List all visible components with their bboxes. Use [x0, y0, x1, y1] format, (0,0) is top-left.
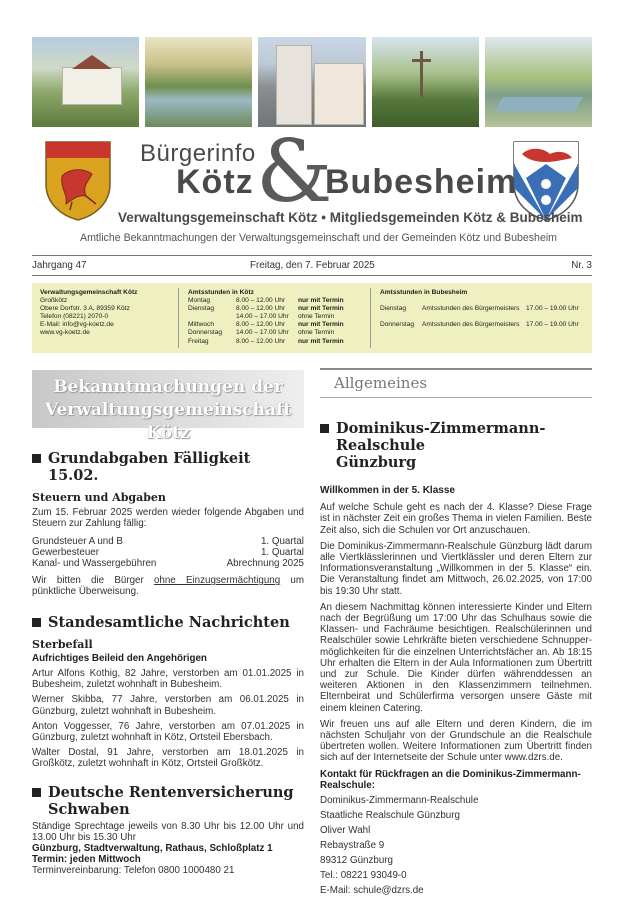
box-divider — [370, 288, 371, 348]
school-paragraph: An diesem Nachmittag können interessierte Kinder und Eltern nach der Begrüßung um 17:00 Uhr das Schulhaus sowie die Klassen- und Fachräume besichtigen. Realschülerinnen und Realschüler sowie Lehrkräfte bieten verschiedene Schnuppermöglichkeiten für die einzelnen Unterrichtsfächer an. Ab 18:15 Uhr erhalten die Eltern in der Aula Informationen zum Übertritt und zur Schule. Die Kinder dürfen währenddessen an weiteren Aktionen in den Klassenzimmern teilnehmen. Elternbeirat und Schülerfirma versorgen unsere Gäste mit einem kleinen Catering. — [320, 601, 592, 714]
left-column — [32, 450, 304, 877]
issue-rule-bottom — [32, 275, 592, 276]
hours-row: Freitag 8.00 – 12.00 Uhr nur mit Termin — [188, 337, 344, 345]
masthead-town-koetz: Kötz — [176, 163, 254, 201]
vg-contact-line: Obere Dorfstr. 3 A, 89359 Kötz — [40, 305, 130, 313]
koetz-hours-title: Amtsstunden in Kötz — [188, 289, 254, 296]
contact-line: Staatliche Realschule Günzburg — [320, 810, 460, 822]
vg-announcements-banner — [32, 370, 304, 443]
death-notice: Artur Alfons Kothig, 82 Jahre, verstorben am 01.01.2025 in Bubesheim, zuletzt wohnhaft in Bubesheim. — [32, 668, 304, 691]
contact-line: Rebaystraße 9 — [320, 840, 385, 852]
no-direct-debit-link: ohne Einzugsermächtigung — [153, 575, 281, 587]
photo-stream — [485, 37, 592, 127]
issue-rule-top — [32, 255, 592, 256]
death-notice: Anton Voggesser, 76 Jahre, verstorben am 07.01.2025 in Günzburg, zuletzt wohnhaft in Kötz, Ortsteil Ebersbach. — [32, 720, 304, 744]
hours-row: Mittwoch 8.00 – 12.00 Uhr nur mit Termin — [188, 321, 344, 329]
rente-phone: Terminvereinbarung: Telefon 0800 1000480 21 — [32, 865, 235, 877]
hours-row: Dienstag 8.00 – 12.00 Uhr nur mit Termin — [188, 305, 344, 313]
issue-date: Freitag, den 7. Februar 2025 — [250, 260, 375, 271]
photo-rathaus — [258, 37, 365, 127]
masthead-town-bubesheim: Bubesheim — [325, 163, 518, 201]
koetz-coat-of-arms — [42, 138, 114, 222]
box-divider — [178, 288, 179, 348]
masthead-tagline: Amtliche Bekanntmachungen der Verwaltungsgemeinschaft und der Gemeinden Kötz und Bubesheim — [80, 232, 558, 244]
condolence-line: Aufrichtiges Beileid den Angehörigen — [32, 652, 207, 664]
contact-email[interactable]: E-Mail: schule@dzrs.de — [320, 885, 424, 897]
death-notice: Werner Skibba, 77 Jahre, verstorben am 06.01.2025 in Günzburg, zuletzt wohnhaft in Bubesheim. — [32, 694, 304, 717]
hours-row: Donnerstag Amtsstunden des Bürgermeisters 17.00 – 19.00 Uhr — [380, 321, 579, 329]
fee-row: Kanal- und Wassergebühren Abrechnung 2025 — [32, 558, 304, 570]
contact-line: Oliver Wahl — [320, 825, 371, 837]
standesamt-heading: Standesamtliche Nachrichten — [32, 614, 304, 631]
rente-place: Günzburg, Stadtverwaltung, Rathaus, Schloßplatz 1 — [32, 843, 273, 855]
fees-list — [32, 536, 304, 570]
grundabgaben-subheading: Steuern und Abgaben — [32, 491, 166, 504]
vg-contact-title: Verwaltungsgemeinschaft Kötz — [40, 289, 138, 296]
school-contact-heading: Kontakt für Rückfragen an die Dominikus-Zimmermann-Realschule: — [320, 768, 581, 791]
rente-hours: Ständige Sprechtage jeweils von 8.30 Uhr bis 12.00 Uhr und 13.00 Uhr bis 15.30 Uhr — [32, 820, 304, 843]
photo-strip — [32, 37, 592, 127]
contact-line: Tel.: 08221 93049-0 — [320, 870, 407, 882]
contact-line: Dominikus-Zimmermann-Realschule — [320, 795, 479, 807]
photo-pond — [145, 37, 252, 127]
masthead-kicker: Bürgerinfo — [140, 140, 256, 167]
vg-contact-line: E-Mail: info@vg-koetz.de — [40, 321, 114, 329]
right-column — [320, 420, 592, 897]
school-heading: Dominikus-Zimmermann-Realschule Günzburg — [320, 420, 592, 471]
koetz-hours — [188, 289, 378, 346]
death-notice: Walter Dostal, 91 Jahre, verstorben am 18.01.2025 in Großkötz, zuletzt wohnhaft in Kötz, Ortsteil Großkötz. — [32, 747, 304, 770]
grundabgaben-note: Wir bitten die Bürger ohne Einzugsermächtigung um pünktliche Überweisung. — [32, 575, 304, 598]
rente-heading: Deutsche Rentenversicherung Schwaben — [32, 784, 304, 818]
masthead-subtitle: Verwaltungsgemeinschaft Kötz • Mitgliedsgemeinden Kötz & Bubesheim — [118, 210, 583, 225]
school-contact — [320, 793, 592, 897]
grundabgaben-heading: Grundabgaben Fälligkeit 15.02. — [32, 450, 304, 484]
fee-row: Gewerbesteuer 1. Quartal — [32, 546, 304, 558]
bubesheim-hours-title: Amtsstunden in Bubesheim — [380, 289, 468, 296]
hours-row: Donnerstag 14.00 – 17.00 Uhr ohne Termin — [188, 329, 335, 337]
masthead-ampersand: & — [256, 122, 333, 222]
contact-line: 89312 Günzburg — [320, 855, 393, 867]
photo-manor-house — [32, 37, 139, 127]
school-subheading: Willkommen in der 5. Klasse — [320, 485, 455, 496]
banner-line: Verwaltungsgemeinschaft Kötz — [44, 400, 292, 443]
vg-contact-line: www.vg-koetz.de — [40, 329, 90, 337]
office-hours-box — [32, 283, 592, 353]
rente-appointment: Termin: jeden Mittwoch — [32, 854, 141, 866]
section-label-general: Allgemeines — [320, 368, 592, 398]
banner-line: Bekanntmachungen der — [53, 377, 283, 397]
issue-volume: Jahrgang 47 — [32, 260, 87, 271]
vg-contact-line: Telefon (08221) 2070-0 — [40, 313, 109, 321]
school-paragraph: Die Dominikus-Zimmermann-Realschule Günzburg lädt darum alle Viertklässlerinnen und Viertklässler und deren Eltern zur Informationsveranstaltung „Willkommen in der 5. Klasse“ ein. Die Veranstaltung findet am Mittwoch, 26.02.2025, von 17:00 bis 19:30 Uhr statt. — [320, 540, 592, 597]
hours-row: 14.00 – 17.00 Uhr ohne Termin — [236, 313, 335, 321]
fee-row: Grundsteuer A und B 1. Quartal — [32, 535, 304, 547]
bubesheim-hours — [380, 289, 590, 329]
vg-contact-line: Großkötz — [40, 297, 68, 305]
hours-row: Dienstag Amtsstunden des Bürgermeisters 17.00 – 19.00 Uhr — [380, 305, 579, 313]
standesamt-subheading: Sterbefall — [32, 637, 93, 651]
school-paragraph: Wir freuen uns auf alle Eltern und deren Kindern, die im nächsten Schuljahr von der Grundschule an die Realschule übertreten wollen. Weitere Informationen zum Übertritt finden sich auf der Internetseite der Schule unter www.dzrs.de. — [320, 718, 592, 764]
issue-number: Nr. 3 — [571, 260, 592, 271]
hours-row: Montag 8.00 – 12.00 Uhr nur mit Termin — [188, 297, 344, 305]
grundabgaben-intro: Zum 15. Februar 2025 werden wieder folgende Abgaben und Steuern zur Zahlung fällig: — [32, 507, 304, 530]
school-paragraph: Auf welche Schule geht es nach der 4. Klasse? Diese Frage ist in nächster Zeit ein großes Thema in vielen Familien. Beste Zeit also, sich die Schulen vor Ort anzuschauen. — [320, 502, 592, 536]
photo-wayside-cross — [372, 37, 479, 127]
vg-contact — [40, 289, 180, 338]
